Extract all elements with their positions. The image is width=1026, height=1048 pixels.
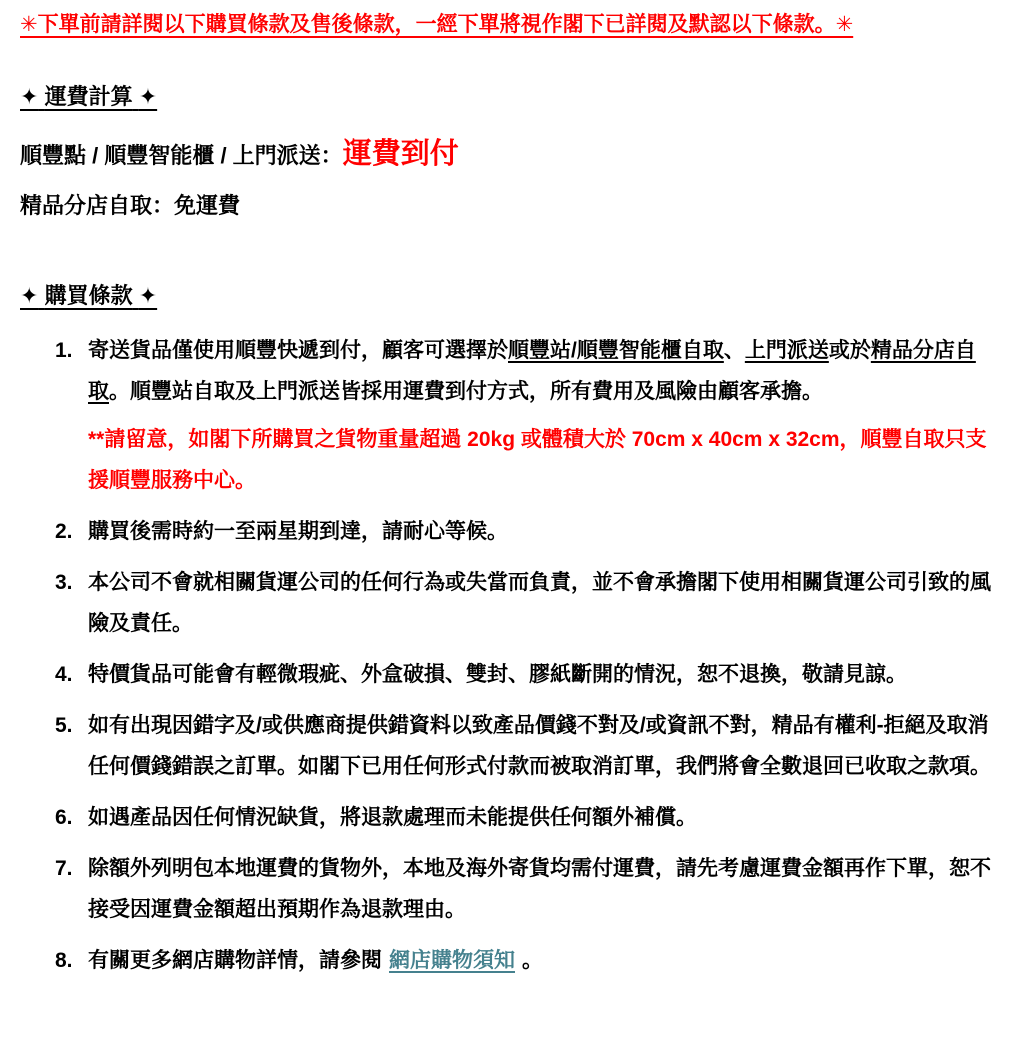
- diamond-icon: ✦: [20, 282, 39, 308]
- term-number: 5.: [55, 713, 73, 737]
- top-notice: ✳下單前請詳閱以下購買條款及售後條款，一經下單將視作閣下已詳閱及默認以下條款。✳: [20, 13, 854, 36]
- term-item-7: [55, 848, 1006, 930]
- weight-size-warning-note: **請留意，如閣下所購買之貨物重量超過 20kg 或體積大於 70cm x 40cm x 32cm，順豐自取只支援順豐服務中心。: [88, 427, 987, 492]
- term-text: 有關更多網店購物詳情，請參閱 網店購物須知 。: [88, 948, 543, 972]
- term-item-4: [55, 654, 1006, 695]
- term-item-8: [55, 940, 1006, 981]
- term-number: 3.: [55, 570, 73, 594]
- shipping-methods-value: 運費到付: [342, 138, 459, 171]
- diamond-icon: ✦: [20, 84, 39, 110]
- term-item-6: [55, 797, 1006, 838]
- terms-list: [20, 330, 1006, 981]
- term-number: 8.: [55, 948, 73, 972]
- term-text: 特價貨品可能會有輕微瑕疵、外盒破損、雙封、膠紙斷開的情況，恕不退換，敬請見諒。: [88, 662, 907, 686]
- term-text: 購買後需時約一至兩星期到達，請耐心等候。: [88, 519, 508, 543]
- shipping-section-heading: [20, 82, 1006, 113]
- term-text: 如遇產品因任何情況缺貨，將退款處理而未能提供任何額外補償。: [88, 805, 697, 829]
- term-number: 6.: [55, 805, 73, 829]
- term-item-1: [55, 330, 1006, 501]
- underlined-phrase: 上門派送: [744, 338, 829, 362]
- term-text: 本公司不會就相關貨運公司的任何行為或失當而負責，並不會承擔閣下使用相關貨運公司引致的風險及責任。: [88, 570, 991, 635]
- shipping-heading-text: 運費計算: [44, 84, 133, 110]
- terms-heading-text: 購買條款: [44, 282, 133, 308]
- shipping-methods-label: 順豐點 / 順豐智能櫃 / 上門派送：: [20, 143, 343, 169]
- term-item-2: [55, 511, 1006, 552]
- term-number: 1.: [55, 338, 73, 362]
- terms-section-heading: [20, 281, 1006, 312]
- term-text: 寄送貨品僅使用順豐快遞到付，顧客可選擇於順豐站/順豐智能櫃自取、上門派送或於精品分店自取。順豐站自取及上門派送皆採用運費到付方式，所有費用及風險由顧客承擔。: [88, 338, 976, 403]
- underlined-phrase: 精品分店自取: [88, 338, 976, 403]
- term-item-5: [55, 705, 1006, 787]
- term-number: 4.: [55, 662, 73, 686]
- shopping-guide-link[interactable]: 網店購物須知: [389, 948, 515, 972]
- shipping-methods-line: [20, 131, 1006, 177]
- term-number: 7.: [55, 856, 73, 880]
- diamond-icon: ✦: [138, 84, 158, 110]
- store-pickup-line: 精品分店自取：免運費: [20, 192, 241, 218]
- term-item-3: [55, 562, 1006, 644]
- term-text: 除額外列明包本地運費的貨物外，本地及海外寄貨均需付運費，請先考慮運費金額再作下單，恕不接受因運費金額超出預期作為退款理由。: [88, 856, 991, 921]
- term-number: 2.: [55, 519, 73, 543]
- diamond-icon: ✦: [138, 282, 158, 308]
- underlined-phrase: 順豐站/順豐智能櫃自取: [508, 338, 724, 362]
- term-text: 如有出現因錯字及/或供應商提供錯資料以致產品價錢不對及/或資訊不對，精品有權利-拒絕及取消任何價錢錯誤之訂單。如閣下已用任何形式付款而被取消訂單，我們將會全數退回已收取之款項。: [88, 713, 991, 778]
